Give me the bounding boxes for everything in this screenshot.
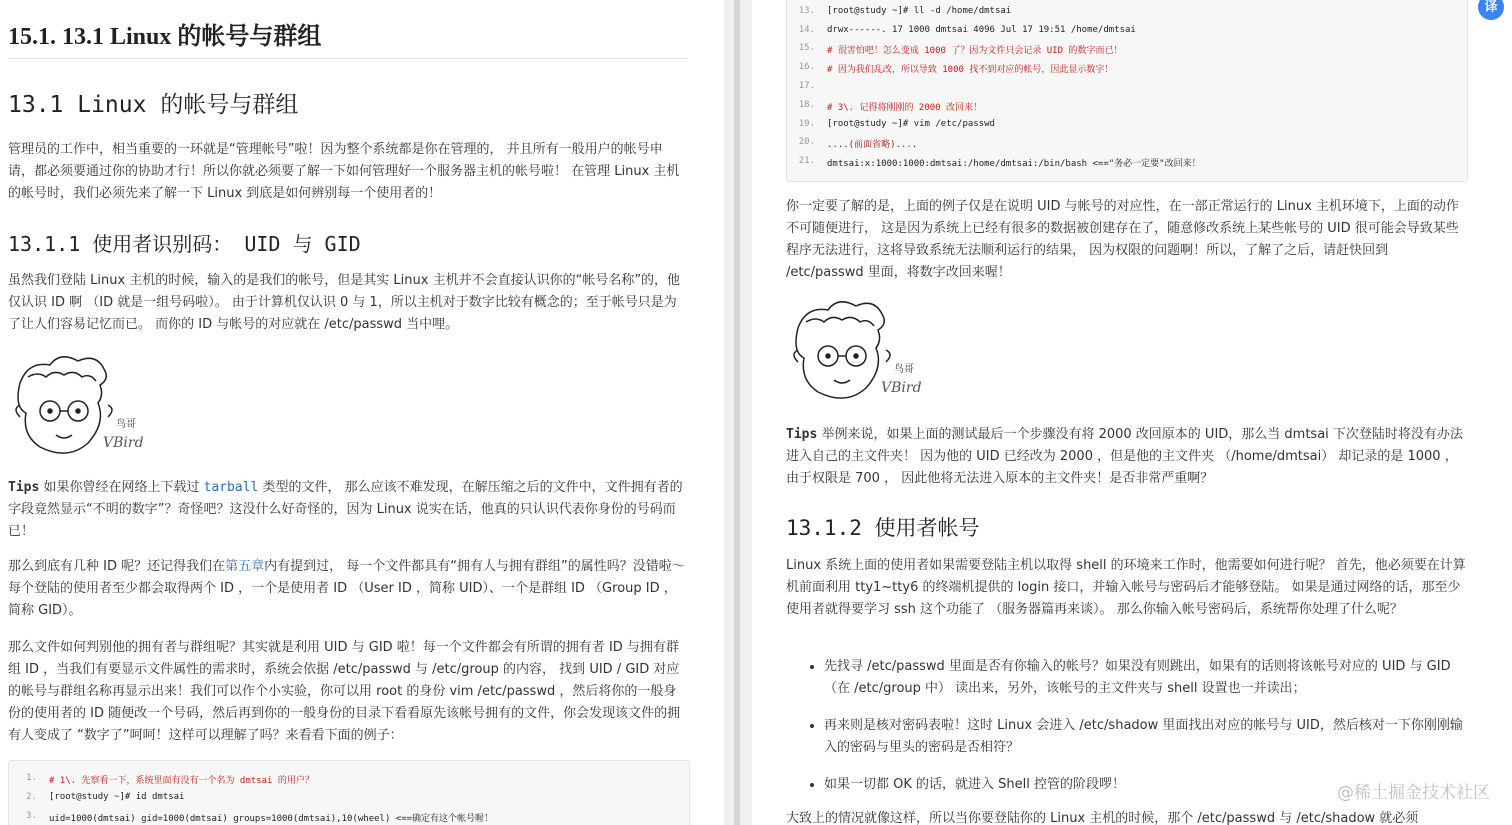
tips-paragraph-right: Tips 举例来说，如果上面的测试最后一个步骤没有将 2000 改回原本的 UID，那么当 dmtsai 下次登陆时将没有办法进入自己的主文件夹！ 因为他的 UID 已经改为 2000 ，但是他的主文件夹 （/home/dmtsai） 却记录的是 1000 ，由于权限是 700 ， 因此他将无法进入原本的主文件夹！是否非常严重啊？ bbox=[786, 427, 1463, 486]
list-item: • 再来则是核对密码表啦！这时 Linux 会进入 /etc/shadow 里面找出对应的帐号与 UID，然后核对一下你刚刚输入的密码与里头的密码是否相符？ bbox=[824, 715, 1466, 759]
subsection-heading-accounts: 13.1.2 使用者帐号 bbox=[786, 516, 980, 540]
svg-text:鸟哥: 鸟哥 bbox=[894, 364, 914, 375]
code-block-left bbox=[8, 760, 690, 825]
page-title: 15.1. 13.1 Linux 的帐号与群组 bbox=[8, 24, 322, 50]
code-line: 14. drwx------. 17 1000 dmtsai 4096 Jul 17 19:51 /home/dmtsai bbox=[798, 25, 1136, 35]
translate-icon[interactable]: 译 bbox=[1478, 0, 1504, 20]
code-line: 19. [root@study ~]# vim /etc/passwd bbox=[798, 119, 995, 129]
login-paragraph: Linux 系统上面的使用者如果需要登陆主机以取得 shell 的环境来工作时，他需要如何进行呢？ 首先，他必须要在计算机前面利用 tty1~tty6 的终端机提供的 login 接口，并输入帐号与密码后才能够登陆。 如果是通过网络的话，那至少使用者就得要学习 ssh 这个功能了 （服务器篇再来谈）。 那么你输入帐号密码后，系统帮你处理了什么呢？ bbox=[786, 558, 1466, 617]
code-line: 20. ....(前面省略).... bbox=[798, 137, 918, 150]
chapter5-link[interactable]: 第五章 bbox=[225, 559, 265, 574]
login-steps-list bbox=[786, 656, 1466, 796]
right-page bbox=[752, 0, 1512, 825]
svg-text:VBird: VBird bbox=[881, 380, 922, 396]
uid-paragraph: 虽然我们登陆 Linux 主机的时候，输入的是我们的帐号，但是其实 Linux 主机并不会直接认识你的“帐号名称”的，他仅认识 ID 啊 （ID 就是一组号码啦）。 由于计算机仅认识 0 与 1，所以主机对于数字比较有概念的；至于帐号只是为了让人们容易记忆而已。 而你的 ID 与帐号的对应就在 /etc/passwd 当中哩。 bbox=[8, 273, 681, 332]
intro-paragraph: 管理员的工作中，相当重要的一环就是“管理帐号”啦！因为整个系统都是你在管理的， 并且所有一般用户的帐号申请，都必须要通过你的协助才行！所以你就必须要了解一下如何管理好一个服务器主机的帐号啦！ 在管理 Linux 主机的帐号时，我们必须先来了解一下 Linux 到底是如何辨别每一个使用者的！ bbox=[8, 142, 680, 201]
code-line: 3. uid=1000(dmtsai) gid=1000(dmtsai) groups=1000(dmtsai),10(wheel) <==确定有这个帐号喔！ bbox=[26, 811, 494, 824]
vbird-avatar-icon bbox=[8, 355, 153, 464]
watermark: @稀土掘金技术社区 bbox=[1337, 783, 1490, 803]
page-split-scrollbar[interactable] bbox=[724, 0, 752, 825]
list-item: • 如果一切都 OK 的话，就进入 Shell 控管的阶段啰！ bbox=[824, 774, 1466, 796]
code-line: 18. # 3\. 记得将刚刚的 2000 改回来！ bbox=[798, 100, 983, 113]
file-owner-paragraph: 那么文件如何判别他的拥有者与群组呢？其实就是利用 UID 与 GID 啦！每一个文件都会有所谓的拥有者 ID 与拥有群组 ID ，当我们有要显示文件属性的需求时，系统会依据 /etc/passwd 与 /etc/group 的内容， 找到 UID / GID 对应的帐号与群组名称再显示出来！我们可以作个小实验，你可以用 root 的身份 vim /etc/passwd ，然后将你的一般身份的使用者的 ID 随便改一个号码，然后再到你的一般身份的目录下看看原先该帐号拥有的文件，你会发现该文件的拥有人变成了 “数字了”呵呵！这样可以理解了吗？来看看下面的例子： bbox=[8, 640, 681, 743]
code-line: 16. # 因为我们乱改，所以导致 1000 找不到对应的帐号，因此显示数字！ bbox=[798, 62, 1114, 75]
code-line: 13. [root@study ~]# ll -d /home/dmtsai bbox=[798, 6, 1012, 16]
code-block-right bbox=[786, 0, 1468, 182]
svg-text:VBird: VBird bbox=[103, 435, 144, 451]
summary-paragraph: 大致上的情况就像这样，所以当你要登陆你的 Linux 主机的时候，那个 /etc/passwd 与 /etc/shadow 就必须 bbox=[786, 811, 1419, 825]
left-page bbox=[0, 0, 724, 825]
tips-paragraph: Tips 如果你曾经在网络上下载过 tarball 类型的文件， 那么应该不难发现，在解压缩之后的文件中，文件拥有者的字段竟然显示“不明的数字”？奇怪吧？这没什么好奇怪的，因为 Linux 说实在话，他真的只认识代表你身份的号码而已！ bbox=[8, 480, 683, 539]
vbird-avatar-icon bbox=[786, 300, 931, 409]
code-line: 1. # 1\. 先察看一下，系统里面有没有一个名为 dmtsai 的用户？ bbox=[26, 773, 314, 786]
code-line: 21. dmtsai:x:1000:1000:dmtsai:/home/dmtsai:/bin/bash <=="务必一定要"改回来！ bbox=[798, 156, 1201, 169]
code-line: 15. # 很害怕吧！怎么变成 1000 了？因为文件只会记录 UID 的数字而已！ bbox=[798, 43, 1123, 56]
warning-paragraph: 你一定要了解的是，上面的例子仅是在说明 UID 与帐号的对应性，在一部正常运行的 Linux 主机环境下，上面的动作不可随便进行， 这是因为系统上已经有很多的数据被创建存在了，随意修改系统上某些帐号的 UID 很可能会导致某些程序无法进行，这将导致系统无法顺利运行的结果， 因为权限的问题啊！所以，了解了之后，请赶快回到 /etc/passwd 里面，将数字改回来喔！ bbox=[786, 199, 1459, 280]
title-divider bbox=[8, 58, 688, 59]
tarball-link[interactable]: tarball bbox=[203, 480, 259, 495]
code-line: 17. bbox=[798, 81, 815, 91]
code-line: 2. [root@study ~]# id dmtsai bbox=[26, 792, 185, 802]
subsection-heading-uid-gid: 13.1.1 使用者识别码： UID 与 GID bbox=[8, 232, 361, 256]
id-types-paragraph: 那么到底有几种 ID 呢？还记得我们在第五章内有提到过， 每一个文件都具有“拥有人与拥有群组”的属性吗？没错啦～每个登陆的使用者至少都会取得两个 ID ，一个是使用者 ID （User ID ，简称 UID）、一个是群组 ID （Group ID ，简称 GID）。 bbox=[8, 559, 685, 618]
list-item: • 先找寻 /etc/passwd 里面是否有你输入的帐号？如果没有则跳出，如果有的话则将该帐号对应的 UID 与 GID （在 /etc/group 中） 读出来，另外，该帐号的主文件夹与 shell 设置也一并读出； bbox=[824, 656, 1466, 700]
section-heading: 13.1 Linux 的帐号与群组 bbox=[8, 92, 299, 118]
svg-text:鸟哥: 鸟哥 bbox=[116, 419, 136, 430]
